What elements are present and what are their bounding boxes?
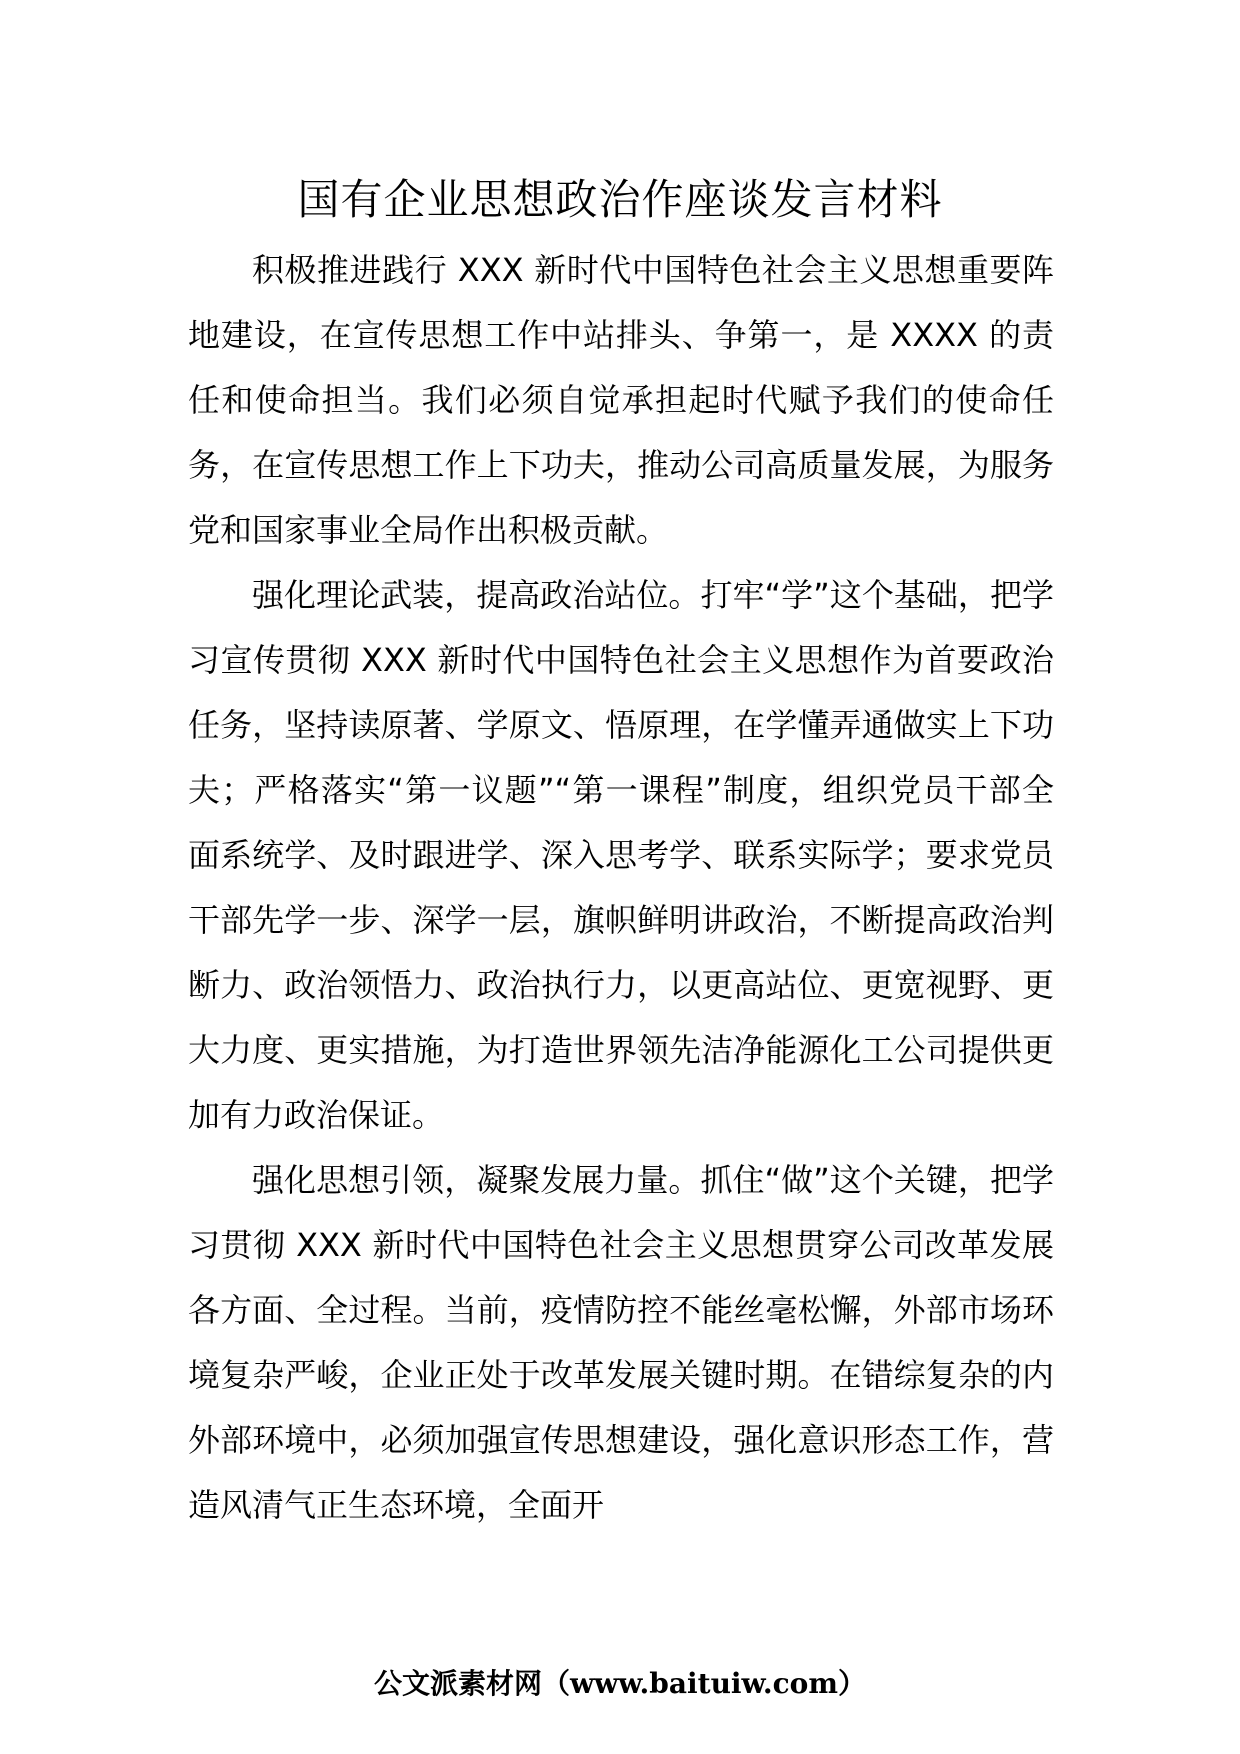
paragraph-theory: 强化理论武装，提高政治站位。打牢“学”这个基础，把学习宣传贯彻 XXX 新时代中国特色社会主义思想作为首要政治任务，坚持读原著、学原文、悟原理，在学懂弄通做实上下功夫；严格落实“第一议题”“第一课程”制度，组织党员干部全面系统学、及时跟进学、深入思考学、联系实际学；要求党员干部先学一步、深学一层，旗帜鲜明讲政治，不断提高政治判断力、政治领悟力、政治执行力，以更高站位、更宽视野、更大力度、更实措施，为打造世界领先洁净能源化工公司提供更加有力政治保证。 xyxy=(188,576,1054,1134)
paragraph-guidance: 强化思想引领，凝聚发展力量。抓住“做”这个关键，把学习贯彻 XXX 新时代中国特色社会主义思想贯穿公司改革发展各方面、全过程。当前，疫情防控不能丝毫松懈，外部市场环境复杂严峻，企业正处于改革发展关键时期。在错综复杂的内外部环境中，必须加强宣传思想建设，强化意识形态工作，营造风清气正生态环境，全面开 xyxy=(188,1161,1054,1524)
document-title: 国有企业思想政治作座谈发言材料 xyxy=(297,175,943,224)
document-body xyxy=(188,238,1054,1538)
paragraph-intro: 积极推进践行 XXX 新时代中国特色社会主义思想重要阵地建设，在宣传思想工作中站排头、争第一，是 XXXX 的责任和使命担当。我们必须自觉承担起时代赋予我们的使命任务，在宣传思想工作上下功夫，推动公司高质量发展，为服务党和国家事业全局作出积极贡献。 xyxy=(188,251,1054,549)
footer-watermark: 公文派素材网（www.baituiw.com） xyxy=(374,1667,866,1700)
